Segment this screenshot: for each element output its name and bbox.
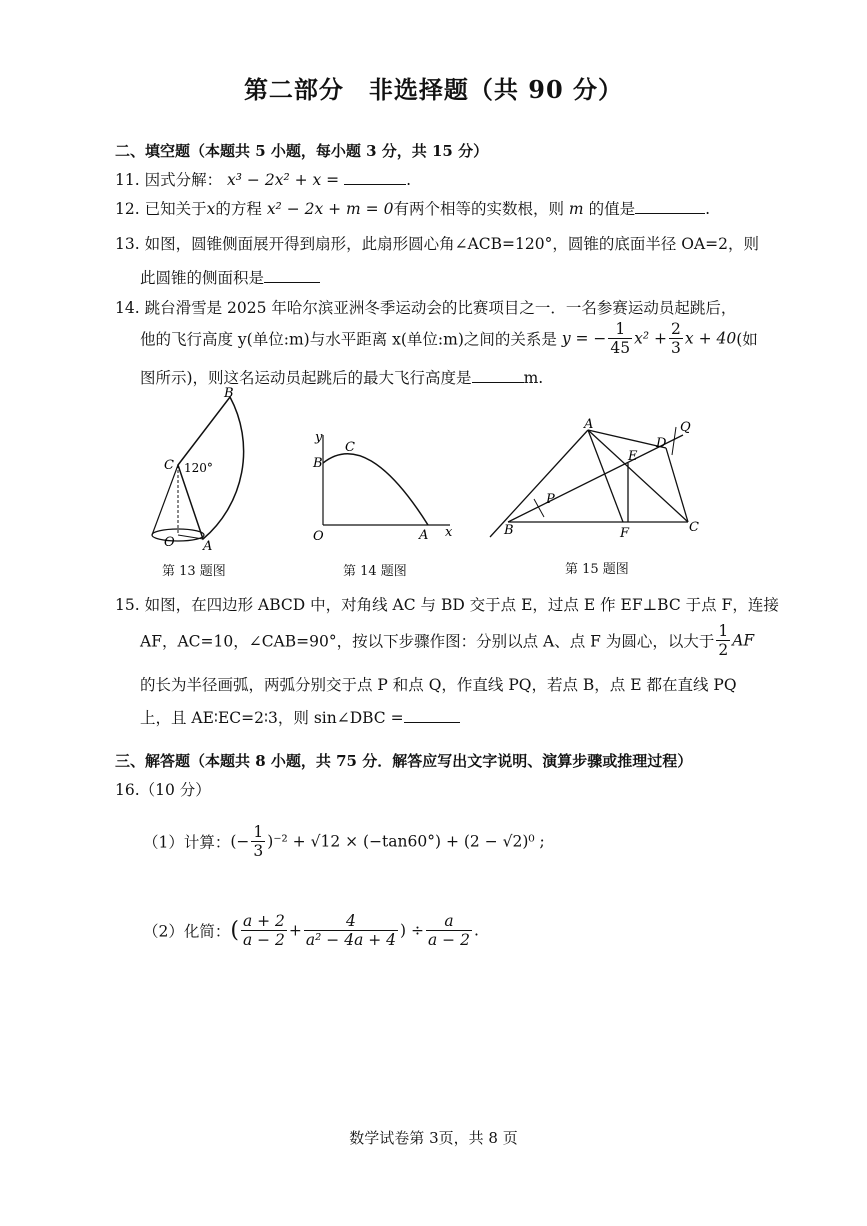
question-number: 11. [115,171,140,189]
label-y: y [315,430,323,445]
label-A: A [419,528,429,543]
label-C: C [164,458,174,473]
figure-14-caption: 第 14 题图 [343,564,407,579]
label-C: C [689,520,699,535]
expression-part: (− [230,832,250,851]
line-BA [490,430,588,537]
unit: m. [523,369,544,387]
question-15-line2 [140,622,754,659]
label-O: O [313,529,324,544]
fill-blank-heading: 二、填空题（本题共 5 小题，每小题 3 分，共 15 分） [115,142,489,160]
question-15-line4 [140,706,460,728]
question-12: 12. 已知关于x的方程 x² − 2x + m = 0有两个相等的实数根，则 m 的值是 . [115,200,711,218]
numerator: a [426,912,472,931]
question-text: 的长为半径画弧，两弧分别交于点 P 和点 Q，作直线 PQ，若点 B，点 E 都在直线 PQ [140,676,737,694]
line-AF [588,430,623,522]
equation-part: y = − [561,329,607,348]
question-14 [115,296,736,318]
question-text: 如图，在四边形 ABCD 中，对角线 AC 与 BD 交于点 E，过点 E 作 EF⊥BC 于点 F，连接 [144,596,779,614]
question-text: 因式分解： [144,171,223,189]
figure-14 [305,425,465,550]
paren: ( [230,918,239,943]
numerator: 2 [671,320,681,338]
fraction [304,912,398,949]
expression: x³ − 2x² + x = [227,171,340,189]
expression-part: )⁻² + √12 × (−tan60°) + (2 − √2)⁰ ; [267,832,545,851]
question-text: 他的飞行高度 y(单位:m)与水平距离 x(单位:m)之间的关系是 [140,330,557,349]
answer-blank [635,199,705,214]
question-text: 的方程 [215,200,262,218]
variable: m [568,200,584,218]
equation-part: x + 40 [684,329,737,348]
label-C: C [345,440,355,455]
label-Q: Q [680,420,691,435]
answer-blank [404,708,460,723]
denominator: a − 2 [428,931,470,949]
denominator: a − 2 [242,931,285,949]
denominator: 3 [671,339,681,357]
denominator: 2 [718,641,729,659]
question-15 [115,593,779,615]
label-x: x [445,525,453,540]
label-O: O [164,535,175,550]
page-footer: 数学试卷第 3页，共 8 页 [349,1129,518,1147]
question-text: 图所示)，则这名运动员起跳后的最大飞行高度是 [140,369,472,387]
question-number: 15. [115,596,140,614]
numerator: 4 [304,912,398,931]
label-B: B [504,523,514,538]
question-text: 已知关于 [144,200,207,218]
figure-13-caption: 第 13 题图 [162,564,226,579]
fraction [716,622,730,659]
fraction [669,320,683,357]
question-16-part2 [143,912,479,949]
fraction [426,912,472,949]
arc-Q [672,427,676,455]
label-D: D [656,436,667,451]
paren-divide: ) ÷ [400,921,424,940]
line-AC [588,430,688,522]
numerator: 1 [253,823,264,841]
label-A: A [203,539,213,554]
numerator: 1 [608,320,632,339]
answer-blank [344,170,406,185]
part-label: （2）化简： [143,922,231,941]
parabola [323,454,428,525]
question-text: 上，且 AE∶EC=2∶3，则 sin∠DBC = [140,709,404,727]
numerator: 1 [718,622,729,640]
question-11: 11. 因式分解： x³ − 2x² + x = . [115,171,412,189]
answer-blank [472,368,524,383]
fraction [241,912,287,949]
label-P: P [546,492,555,507]
question-16-part1 [143,823,545,860]
figure-13 [140,385,280,565]
cone-side-left [152,465,178,535]
section-title: 第二部分 非选择题（共 90 分） [243,75,624,104]
label-angle: 120° [184,461,213,475]
line-DC [666,448,688,522]
question-number: 14. [115,299,140,317]
question-number: 12. [115,200,140,218]
segment: AF [732,631,755,650]
variable: x [206,200,216,218]
part-label: （1）计算： [143,833,231,852]
question-text: 有两个相等的实数根，则 [393,200,564,218]
label-A: A [584,417,594,432]
equation-part: x² + [634,329,668,348]
answer-blank [264,268,320,283]
period: . [473,921,479,940]
denominator: 45 [610,339,631,357]
question-13-line2 [140,266,320,288]
question-16: 16.（10 分） [115,781,211,799]
question-text: 的值是 [588,200,636,218]
label-E: E [628,449,638,464]
figure-15-caption: 第 15 题图 [565,562,629,577]
question-text: AF，AC=10，∠CAB=90°，按以下步骤作图：分别以点 A、点 F 为圆心，以大于 [140,632,715,651]
solution-heading: 三、解答题（本题共 8 小题，共 75 分．解答应写出文字说明、演算步骤或推理过程） [115,752,693,770]
denominator: 3 [253,842,264,860]
question-text: (如 [736,330,758,349]
question-text: 此圆锥的侧面积是 [140,269,265,287]
fraction [608,320,632,357]
question-number: 13. [115,235,140,253]
denominator: a² − 4a + 4 [305,931,397,949]
question-text: 跳台滑雪是 2025 年哈尔滨亚洲冬季运动会的比赛项目之一．一名参赛运动员起跳后， [144,299,737,317]
label-B: B [224,386,234,401]
question-13 [115,232,759,254]
question-15-line3 [140,673,737,695]
label-B: B [313,456,323,471]
label-F: F [620,526,630,541]
fraction [251,823,265,860]
numerator: a + 2 [242,912,285,930]
operator: + [288,921,302,940]
line-AD [588,430,666,448]
question-14-line2 [140,320,758,357]
cone-radius [178,535,203,539]
question-text: 如图，圆锥侧面展开得到扇形，此扇形圆心角∠ACB=120°，圆锥的底面半径 OA=2，则 [144,235,760,253]
figure-15 [488,415,713,545]
equation: x² − 2x + m = 0 [266,200,394,218]
